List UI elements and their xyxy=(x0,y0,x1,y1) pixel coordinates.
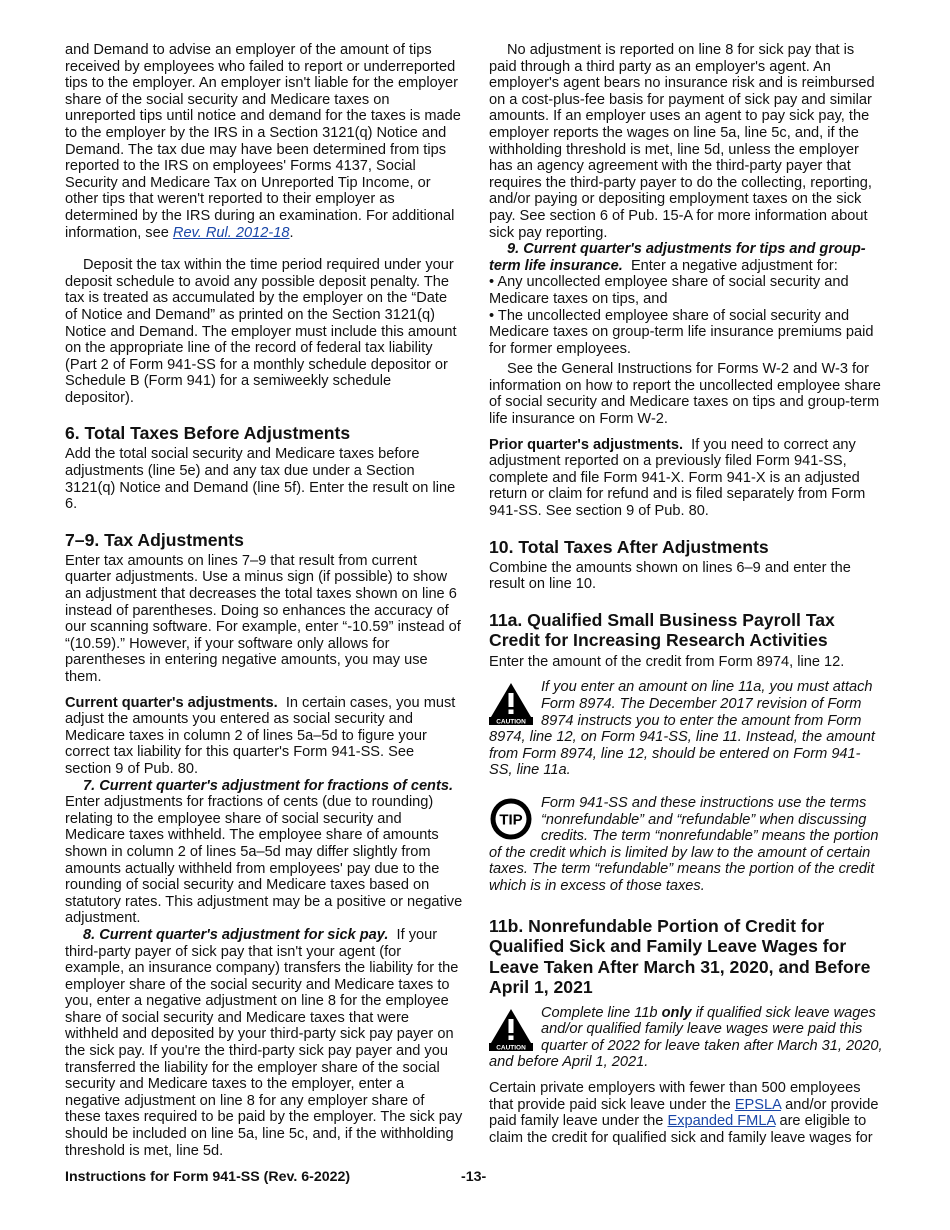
epsla-link[interactable]: EPSLA xyxy=(734,1096,782,1113)
heading-line-10: 10. Total Taxes After Adjustments xyxy=(489,536,769,557)
bullet-item-2: • The uncollected employee share of social security and Medicare taxes on group-term life insurance premiums paid for former employees. xyxy=(489,307,874,357)
rev-rul-link[interactable]: Rev. Rul. 2012-18 xyxy=(172,224,290,241)
caution-block-11b xyxy=(489,1005,884,1071)
heading-line-6: 6. Total Taxes Before Adjustments xyxy=(65,423,351,444)
tip-text: Form 941-SS and these instructions use the terms “nonrefundable” and “refundable” when discussing credits. The term “nonrefundable” means the portion of the credit which is limited by law to the amount of certain taxes. The term “refundable” means the portion of the credit which is in excess of those taxes. xyxy=(489,794,879,894)
heading-line-11a: 11a. Qualified Small Business Payroll Tax Credit for Increasing Research Activities xyxy=(489,609,835,650)
line-10-paragraph: Combine the amounts shown on lines 6–9 and enter the result on line 10. xyxy=(489,559,851,593)
see-w2-paragraph: See the General Instructions for Forms W-2 and W-3 for information on how to report the uncollected employee share of social security and Medicare taxes on tips and group-term life insurance on Form W-2. xyxy=(489,361,881,428)
heading-line-11b: 11b. Nonrefundable Portion of Credit for Qualified Sick and Family Leave Wages for Leave Taken After March 31, 2020, and Before April 1, 2021 xyxy=(489,915,871,998)
right-column xyxy=(489,42,884,1146)
lines-7-9-paragraph: Enter tax amounts on lines 7–9 that result from current quarter adjustments. Use a minus sign (if possible) to show an adjustment that decreases the total taxes shown on line 6 instead of parentheses. Doing so enhances the accuracy of our scanning software. For example, enter “-10.59” instead of “(10.59).” However, if your software only allows for parentheses in entering negative amounts, you may use them. xyxy=(65,552,461,685)
eligibility-paragraph: Certain private employers with fewer than 500 employees that provide paid sick leave under the EPSLA and/or provide paid family leave under the Expanded FMLA are eligible to claim the credit for qualified sick and family leave wages for xyxy=(489,1079,879,1146)
svg-text:TIP: TIP xyxy=(499,811,523,829)
left-paragraph-deposit: Deposit the tax within the time period required under your deposit schedule to avoid any possible deposit penalty. The tax is treated as accumulated by the employer on the “Date of Notice and Demand” as printed on the Section 3121(q) Notice and Demand. The employer must include this amount on the appropriate line of the record of federal tax liability (Part 2 of Form 941-SS for a monthly schedule depositor or Schedule B (Form 941) for a semiweekly schedule depositor). xyxy=(65,257,457,406)
current-quarter-adjustments: Current quarter's adjustments. In certain cases, you must adjust the amounts you entered as social security and Medicare taxes in column 2 of lines 5a–5d to figure your correct tax liability for this quarter's Form 941-SS. See section 9 of Pub. 80. xyxy=(65,694,456,777)
left-column xyxy=(65,42,463,1159)
line-9-paragraph: 9. Current quarter's adjustments for tips and group-term life insurance. Enter a negative adjustment for: xyxy=(489,241,866,274)
heading-lines-7-9: 7–9. Tax Adjustments xyxy=(65,529,244,550)
prior-quarter-adjustments: Prior quarter's adjustments. If you need to correct any adjustment reported on a previously filed Form 941-SS, complete and file Form 941-X. Form 941-X is an adjusted return or claim for refund and is filed separately from Form 941-SS. See section 9 of Pub. 80. xyxy=(489,436,866,520)
caution-block-11a xyxy=(489,679,884,779)
caution-text-11b: Complete line 11b only if qualified sick leave wages and/or qualified family leave wages were paid this quarter of 2022 for leave taken after March 31, 2020, and before April 1, 2021. xyxy=(489,1004,883,1071)
left-paragraph-1: and Demand to advise an employer of the amount of tips received by employees who failed to report or underreported tips to the employer. An employer isn't liable for the employer share of the social security and Medicare taxes on unreported tips until notice and demand for the taxes is made to the employer by the IRS in a Section 3121(q) Notice and Demand. The tax due may have been determined from tips reported to the IRS on employees' Forms 4137, Social Security and Medicare Tax on Unreported Tip Income, or other tips that weren't reported to their employer as determined by the IRS during an examination. For additional information, see Rev. Rul. 2012-18. xyxy=(65,42,461,241)
svg-text:CAUTION: CAUTION xyxy=(496,1044,526,1051)
line-6-paragraph: Add the total social security and Medicare taxes before adjustments (line 5e) and any tax due under a Section 3121(q) Notice and Demand (line 5f). Enter the result on line 6. xyxy=(65,446,456,513)
caution-text-11a: If you enter an amount on line 11a, you must attach Form 8974. The December 2017 revision of Form 8974 instructs you to enter the amount from Form 8974, line 12, on Form 941-SS, line 11. Instead, the amount from Form 8974, line 12, should be entered on Form 941-SS, line 11a. xyxy=(489,679,875,779)
footer-title: Instructions for Form 941-SS (Rev. 6-2022) xyxy=(65,1169,351,1185)
line-11a-paragraph: Enter the amount of the credit from Form 8974, line 12. xyxy=(489,653,845,670)
caution-icon xyxy=(489,1007,533,1051)
page-footer xyxy=(65,1169,885,1185)
tip-icon xyxy=(489,797,533,841)
caution-icon xyxy=(489,681,533,725)
right-paragraph-sick-pay-agent: No adjustment is reported on line 8 for sick pay that is paid through a third party as an employer's agent. An employer's agent bears no insurance risk and is reimbursed on a cost-plus-fee basis for payment of sick pay and similar amounts. If an employer uses an agent to pay sick pay, the employer reports the wages on line 5a, line 5c, and, if the withholding threshold is met, line 5d, unless the employer has an agency agreement with the third-party payer that requires the third-party payer to do the collecting, reporting, and/or paying or depositing employment taxes on the sick pay. See section 6 of Pub. 15-A for more information about sick pay reporting. xyxy=(489,42,875,241)
page-number: -13- xyxy=(461,1169,487,1185)
line-7-paragraph: 7. Current quarter's adjustment for fractions of cents. Enter adjustments for fractions of cents (due to rounding) relating to the employee share of social security and Medicare taxes withheld. The employee share of amounts shown in column 2 of lines 5a–5d may differ slightly from amounts actually withheld from employees' pay due to the rounding of social security and Medicare taxes based on statutory rates. This adjustment may be a positive or negative adjustment. xyxy=(65,777,463,927)
tip-block xyxy=(489,795,884,895)
svg-text:CAUTION: CAUTION xyxy=(496,718,526,726)
line-8-paragraph: 8. Current quarter's adjustment for sick pay. If your third-party payer of sick pay that isn't your agent (for example, an insurance company) transfers the liability for the employer share of the social security and Medicare taxes to you, enter a negative adjustment on line 8 for the employee share of social security and Medicare taxes that were withheld and deposited by your third-party sick pay payer on the sick pay. If you're the third-party sick pay payer and you transferred the liability for the employer share of the social security and Medicare taxes to the employer, enter a negative adjustment on line 8 for any employer share of these taxes required to be paid by the employer. The sick pay should be included on line 5a, line 5c, and, if the withholding threshold is met, line 5d. xyxy=(65,926,463,1159)
bullet-item-1: • Any uncollected employee share of social security and Medicare taxes on tips, and xyxy=(489,274,849,307)
expanded-fmla-link[interactable]: Expanded FMLA xyxy=(667,1113,776,1130)
